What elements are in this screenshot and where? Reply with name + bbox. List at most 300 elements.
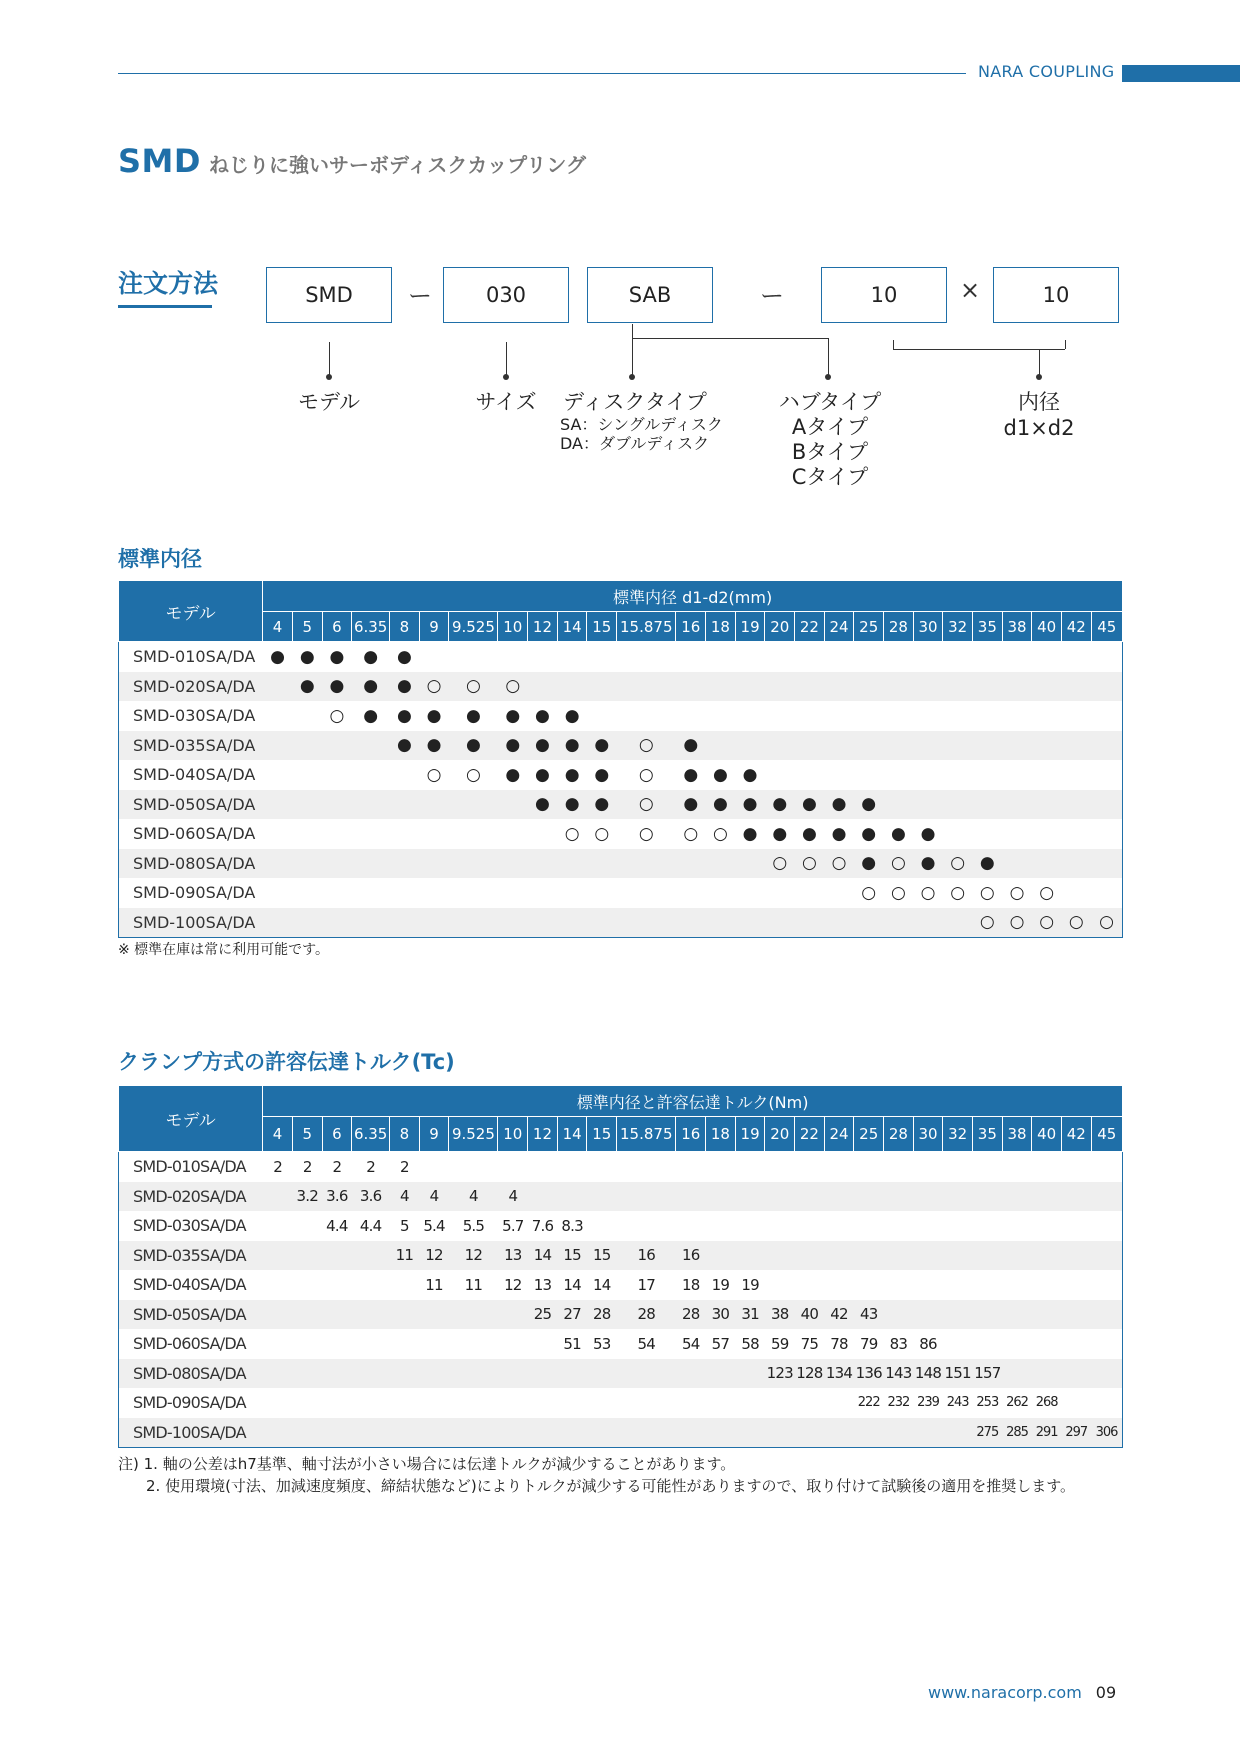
value-cell bbox=[352, 1388, 390, 1418]
diameter-header: 30 bbox=[913, 612, 943, 642]
value-cell: ● bbox=[890, 823, 906, 844]
value-cell: ● bbox=[352, 672, 390, 702]
diameter-header: 35 bbox=[973, 612, 1003, 642]
value-cell: ○ bbox=[713, 823, 728, 844]
diameter-header: 16 bbox=[676, 1117, 706, 1152]
connector-bore-dot bbox=[1036, 374, 1042, 380]
value-cell: ● bbox=[861, 823, 877, 844]
value-cell: 268 bbox=[1035, 1395, 1058, 1411]
value-cell bbox=[322, 878, 352, 908]
value-cell bbox=[884, 1211, 914, 1241]
value-cell bbox=[943, 1211, 973, 1241]
value-cell: ○ bbox=[1039, 882, 1055, 903]
value-cell bbox=[1091, 1359, 1122, 1389]
value-cell bbox=[884, 1300, 914, 1330]
value-cell bbox=[617, 878, 676, 908]
value-cell: ● bbox=[363, 646, 379, 667]
diameter-header: 10 bbox=[498, 1117, 528, 1152]
value-cell: ○ bbox=[617, 731, 676, 761]
value-cell: 53 bbox=[593, 1334, 611, 1353]
table-row bbox=[119, 1152, 1123, 1182]
value-cell: 14 bbox=[593, 1275, 611, 1294]
value-cell bbox=[390, 1388, 420, 1418]
value-cell bbox=[390, 1270, 420, 1300]
value-cell bbox=[1061, 1300, 1091, 1330]
value-cell bbox=[943, 672, 973, 702]
model-cell: SMD-030SA/DA bbox=[133, 1216, 246, 1236]
value-cell bbox=[943, 908, 973, 938]
value-cell bbox=[765, 1152, 795, 1182]
value-cell bbox=[587, 642, 617, 672]
value-cell bbox=[824, 642, 854, 672]
value-cell bbox=[292, 1300, 322, 1330]
order-dash-1: ー bbox=[408, 282, 432, 310]
value-cell bbox=[449, 1359, 498, 1389]
value-cell bbox=[263, 790, 293, 820]
value-cell bbox=[676, 672, 706, 702]
value-cell bbox=[1091, 731, 1122, 761]
value-cell bbox=[824, 1152, 854, 1182]
table-row bbox=[119, 819, 1123, 849]
value-cell: ● bbox=[824, 790, 854, 820]
value-cell bbox=[449, 642, 498, 672]
table-row bbox=[119, 1388, 1123, 1418]
value-cell bbox=[617, 1152, 676, 1182]
connector-bore bbox=[1039, 349, 1040, 376]
value-cell bbox=[913, 790, 943, 820]
value-cell: 2 bbox=[366, 1157, 376, 1176]
value-cell bbox=[913, 701, 943, 731]
value-cell: ● bbox=[299, 646, 315, 667]
value-cell bbox=[557, 1388, 587, 1418]
value-cell bbox=[884, 1152, 914, 1182]
value-cell bbox=[322, 1270, 352, 1300]
value-cell bbox=[1091, 1300, 1122, 1330]
diameter-header: 5 bbox=[292, 612, 322, 642]
value-cell bbox=[1091, 819, 1122, 849]
diameter-header: 8 bbox=[390, 612, 420, 642]
value-cell: ○ bbox=[466, 764, 481, 785]
label-size: サイズ bbox=[475, 390, 537, 414]
value-cell: 262 bbox=[1006, 1395, 1028, 1411]
diameter-header: 6 bbox=[322, 1117, 352, 1152]
value-cell bbox=[1061, 819, 1091, 849]
title-model: SMD bbox=[118, 142, 201, 180]
value-cell: 15 bbox=[587, 1241, 617, 1271]
diameter-header: 9 bbox=[419, 612, 449, 642]
value-cell bbox=[676, 878, 706, 908]
value-cell: ● bbox=[419, 731, 449, 761]
value-cell bbox=[1032, 1300, 1062, 1330]
table-row bbox=[119, 701, 1123, 731]
value-cell: ● bbox=[535, 705, 550, 726]
value-cell bbox=[528, 908, 558, 938]
order-box-size: 030 bbox=[443, 267, 569, 323]
value-cell bbox=[263, 1359, 293, 1389]
value-cell bbox=[322, 1418, 352, 1448]
table-row bbox=[119, 760, 1123, 790]
value-cell: 27 bbox=[557, 1300, 587, 1330]
value-cell bbox=[854, 1211, 884, 1241]
diameter-header: 15 bbox=[587, 1117, 617, 1152]
value-cell bbox=[419, 642, 449, 672]
value-cell bbox=[1091, 1270, 1122, 1300]
value-cell bbox=[587, 1418, 617, 1448]
value-cell: ○ bbox=[1061, 908, 1091, 938]
value-cell: ○ bbox=[943, 849, 973, 879]
value-cell bbox=[390, 878, 420, 908]
value-cell bbox=[449, 878, 498, 908]
value-cell: 54 bbox=[637, 1334, 656, 1353]
value-cell bbox=[390, 819, 420, 849]
label-disc-type: ディスクタイプ bbox=[563, 390, 707, 414]
value-cell bbox=[735, 849, 765, 879]
value-cell: 4 bbox=[498, 1182, 528, 1212]
diameter-header: 35 bbox=[973, 1117, 1003, 1152]
value-cell bbox=[1061, 790, 1091, 820]
value-cell: 306 bbox=[1091, 1418, 1122, 1448]
value-cell bbox=[913, 760, 943, 790]
value-cell bbox=[419, 1300, 449, 1330]
value-cell: 2 bbox=[302, 1157, 312, 1176]
value-cell bbox=[1032, 790, 1062, 820]
value-cell bbox=[419, 1388, 449, 1418]
value-cell bbox=[587, 849, 617, 879]
value-cell: 54 bbox=[682, 1334, 700, 1353]
value-cell bbox=[943, 731, 973, 761]
diameter-header: 28 bbox=[884, 1117, 914, 1152]
value-cell bbox=[322, 760, 352, 790]
value-cell bbox=[854, 1152, 884, 1182]
value-cell bbox=[1002, 1300, 1032, 1330]
value-cell: ● bbox=[683, 764, 699, 785]
value-cell: 3.6 bbox=[322, 1182, 352, 1212]
value-cell bbox=[263, 1388, 293, 1418]
value-cell bbox=[449, 849, 498, 879]
value-cell bbox=[1061, 1152, 1091, 1182]
diameter-header: 32 bbox=[943, 612, 973, 642]
value-cell bbox=[913, 1182, 943, 1212]
value-cell bbox=[854, 642, 884, 672]
value-cell: 12 bbox=[504, 1275, 522, 1294]
value-cell bbox=[824, 731, 854, 761]
connector-size-dot bbox=[503, 374, 509, 380]
value-cell bbox=[617, 642, 676, 672]
value-cell bbox=[943, 760, 973, 790]
value-cell: ○ bbox=[638, 823, 654, 844]
value-cell bbox=[419, 1152, 449, 1182]
diameter-header: 15 bbox=[587, 612, 617, 642]
order-dash-2: ー bbox=[760, 282, 784, 310]
value-cell bbox=[1061, 1270, 1091, 1300]
value-cell bbox=[854, 908, 884, 938]
diameter-header: 8 bbox=[390, 1117, 420, 1152]
value-cell: 222 bbox=[857, 1395, 880, 1411]
value-cell bbox=[973, 1241, 1003, 1271]
value-cell bbox=[824, 1211, 854, 1241]
value-cell bbox=[390, 1418, 420, 1448]
value-cell: 297 bbox=[1061, 1418, 1091, 1448]
value-cell bbox=[587, 1388, 617, 1418]
value-cell bbox=[352, 1270, 390, 1300]
model-cell: SMD-060SA/DA bbox=[133, 824, 256, 844]
model-cell: SMD-010SA/DA bbox=[133, 647, 256, 667]
value-cell bbox=[795, 701, 825, 731]
diameter-header: 6.35 bbox=[352, 612, 390, 642]
value-cell bbox=[498, 1388, 528, 1418]
value-cell bbox=[528, 1182, 558, 1212]
value-cell bbox=[557, 672, 587, 702]
value-cell bbox=[528, 878, 558, 908]
table-row bbox=[119, 1359, 1123, 1389]
value-cell bbox=[795, 908, 825, 938]
value-cell bbox=[1091, 878, 1122, 908]
value-cell bbox=[765, 701, 795, 731]
diameter-header: 4 bbox=[263, 1117, 293, 1152]
value-cell bbox=[263, 1418, 293, 1448]
value-cell bbox=[735, 1388, 765, 1418]
model-cell: SMD-100SA/DA bbox=[119, 1418, 263, 1448]
table-row bbox=[119, 1270, 1123, 1300]
value-cell bbox=[884, 1418, 914, 1448]
value-cell: 5 bbox=[400, 1216, 409, 1235]
value-cell bbox=[292, 1329, 322, 1359]
value-cell bbox=[884, 731, 914, 761]
value-cell bbox=[824, 878, 854, 908]
value-cell bbox=[943, 1152, 973, 1182]
value-cell bbox=[263, 1329, 293, 1359]
value-cell bbox=[795, 1211, 825, 1241]
value-cell bbox=[528, 1388, 558, 1418]
header-accent-bar bbox=[1122, 65, 1240, 82]
value-cell bbox=[449, 790, 498, 820]
value-cell bbox=[617, 1359, 676, 1389]
value-cell: ● bbox=[329, 646, 345, 667]
diameter-header: 45 bbox=[1091, 612, 1122, 642]
value-cell bbox=[973, 642, 1003, 672]
connector-model bbox=[329, 342, 330, 376]
value-cell: ● bbox=[854, 849, 884, 879]
value-cell: 143 bbox=[884, 1359, 914, 1389]
value-cell bbox=[706, 1359, 736, 1389]
value-cell bbox=[528, 849, 558, 879]
value-cell bbox=[676, 1152, 706, 1182]
value-cell: ● bbox=[557, 790, 587, 820]
model-cell: SMD-010SA/DA bbox=[133, 1157, 246, 1177]
value-cell: 13 bbox=[533, 1275, 552, 1294]
value-cell bbox=[676, 1359, 706, 1389]
value-cell bbox=[263, 1300, 293, 1330]
value-cell bbox=[292, 819, 322, 849]
value-cell bbox=[322, 1241, 352, 1271]
value-cell bbox=[390, 849, 420, 879]
diameter-header: 28 bbox=[884, 612, 914, 642]
value-cell bbox=[706, 1388, 736, 1418]
value-cell bbox=[676, 1211, 706, 1241]
value-cell bbox=[1091, 1152, 1122, 1182]
table-row bbox=[119, 790, 1123, 820]
torque-note-2: 2. 使用環境(寸法、加減速度頻度、締結状態など)によりトルクが減少する可能性がありますので、取り付けて試験後の適用を推奨します。 bbox=[146, 1477, 1075, 1495]
value-cell bbox=[292, 1388, 322, 1418]
value-cell bbox=[706, 1418, 736, 1448]
connector-type-bracket bbox=[632, 338, 828, 339]
table-row bbox=[119, 642, 1123, 672]
value-cell: 16 bbox=[617, 1241, 676, 1271]
value-cell bbox=[449, 908, 498, 938]
value-cell bbox=[735, 1418, 765, 1448]
value-cell bbox=[676, 908, 706, 938]
connector-hub-dot bbox=[825, 374, 831, 380]
value-cell bbox=[735, 642, 765, 672]
value-cell bbox=[1032, 731, 1062, 761]
value-cell bbox=[498, 1152, 528, 1182]
value-cell bbox=[263, 849, 293, 879]
value-cell bbox=[824, 908, 854, 938]
value-cell: 18 bbox=[682, 1275, 700, 1294]
value-cell: 243 bbox=[946, 1395, 969, 1411]
value-cell: 12 bbox=[419, 1241, 449, 1271]
value-cell: ○ bbox=[890, 882, 906, 903]
value-cell bbox=[913, 1241, 943, 1271]
value-cell bbox=[1061, 1329, 1091, 1359]
value-cell bbox=[498, 849, 528, 879]
label-disc-sa: SA：シングルディスク bbox=[560, 415, 723, 434]
value-cell bbox=[263, 701, 293, 731]
value-cell bbox=[1091, 1241, 1122, 1271]
value-cell bbox=[528, 1329, 558, 1359]
label-hub-a: Aタイプ bbox=[791, 415, 869, 439]
model-cell: SMD-030SA/DA bbox=[133, 706, 256, 726]
value-cell bbox=[706, 1182, 736, 1212]
value-cell: ○ bbox=[449, 672, 498, 702]
connector-hub bbox=[828, 338, 829, 376]
value-cell bbox=[1032, 642, 1062, 672]
value-cell bbox=[706, 1241, 736, 1271]
value-cell bbox=[587, 1359, 617, 1389]
value-cell bbox=[884, 1182, 914, 1212]
value-cell: ● bbox=[735, 790, 765, 820]
value-cell: ○ bbox=[498, 672, 528, 702]
order-box-d2: 10 bbox=[993, 267, 1119, 323]
table-row bbox=[119, 1329, 1123, 1359]
value-cell: 4.4 bbox=[326, 1216, 348, 1235]
value-cell bbox=[973, 790, 1003, 820]
value-cell bbox=[587, 1152, 617, 1182]
value-cell: ● bbox=[505, 764, 521, 785]
value-cell: 14 bbox=[528, 1241, 558, 1271]
value-cell: 157 bbox=[973, 1359, 1003, 1389]
value-cell bbox=[1091, 642, 1122, 672]
diameter-header: 42 bbox=[1061, 1117, 1091, 1152]
value-cell bbox=[1002, 760, 1032, 790]
value-cell: ● bbox=[831, 823, 847, 844]
value-cell bbox=[913, 731, 943, 761]
order-heading: 注文方法 bbox=[118, 269, 219, 298]
value-cell: ○ bbox=[824, 849, 854, 879]
value-cell: 38 bbox=[765, 1300, 795, 1330]
value-cell: 128 bbox=[795, 1359, 825, 1389]
value-cell bbox=[735, 731, 765, 761]
label-disc-da: DA：ダブルディスク bbox=[560, 434, 710, 453]
value-cell bbox=[795, 731, 825, 761]
value-cell bbox=[973, 731, 1003, 761]
value-cell: ● bbox=[587, 790, 617, 820]
value-cell: ● bbox=[676, 790, 706, 820]
value-cell bbox=[352, 1300, 390, 1330]
value-cell bbox=[765, 878, 795, 908]
value-cell: ● bbox=[913, 849, 943, 879]
page-title bbox=[118, 142, 586, 180]
value-cell: ● bbox=[765, 790, 795, 820]
value-cell: 83 bbox=[889, 1334, 908, 1353]
connector-disc-dot bbox=[629, 374, 635, 380]
value-cell bbox=[587, 908, 617, 938]
diameter-header: 25 bbox=[854, 1117, 884, 1152]
value-cell bbox=[352, 760, 390, 790]
value-cell: ● bbox=[564, 705, 580, 726]
value-cell: 28 bbox=[617, 1300, 676, 1330]
value-cell bbox=[1002, 819, 1032, 849]
value-cell bbox=[263, 1182, 293, 1212]
value-cell: ● bbox=[449, 731, 498, 761]
value-cell: ○ bbox=[1032, 908, 1062, 938]
value-cell bbox=[1091, 1329, 1122, 1359]
label-hub-c: Cタイプ bbox=[791, 465, 869, 489]
value-cell bbox=[1032, 1182, 1062, 1212]
diameter-header: 14 bbox=[557, 1117, 587, 1152]
value-cell bbox=[528, 1152, 558, 1182]
value-cell bbox=[390, 908, 420, 938]
value-cell bbox=[706, 672, 736, 702]
value-cell: 42 bbox=[824, 1300, 854, 1330]
value-cell: 15 bbox=[557, 1241, 587, 1271]
value-cell: ○ bbox=[973, 908, 1003, 938]
value-cell bbox=[1091, 1182, 1122, 1212]
value-cell bbox=[1032, 849, 1062, 879]
value-cell: ● bbox=[742, 764, 758, 785]
value-cell: 86 bbox=[919, 1334, 937, 1353]
value-cell bbox=[795, 760, 825, 790]
value-cell bbox=[676, 849, 706, 879]
value-cell bbox=[1002, 642, 1032, 672]
value-cell bbox=[263, 731, 293, 761]
value-cell bbox=[913, 1270, 943, 1300]
value-cell bbox=[498, 790, 528, 820]
value-cell: ● bbox=[535, 764, 550, 785]
value-cell bbox=[263, 878, 293, 908]
value-cell: ● bbox=[713, 764, 728, 785]
value-cell: 4 bbox=[419, 1182, 449, 1212]
value-cell: ○ bbox=[564, 823, 580, 844]
value-cell bbox=[352, 1329, 390, 1359]
value-cell bbox=[263, 1270, 293, 1300]
value-cell: ○ bbox=[1091, 908, 1122, 938]
value-cell bbox=[854, 760, 884, 790]
value-cell: ● bbox=[772, 823, 788, 844]
value-cell bbox=[617, 1211, 676, 1241]
value-cell bbox=[735, 1241, 765, 1271]
value-cell bbox=[913, 1300, 943, 1330]
value-cell bbox=[943, 1329, 973, 1359]
value-cell bbox=[884, 908, 914, 938]
value-cell bbox=[587, 1211, 617, 1241]
value-cell bbox=[322, 1329, 352, 1359]
diameter-header: 40 bbox=[1032, 1117, 1062, 1152]
value-cell: ● bbox=[564, 764, 580, 785]
order-times: × bbox=[960, 276, 981, 304]
value-cell bbox=[795, 1270, 825, 1300]
value-cell bbox=[854, 1270, 884, 1300]
